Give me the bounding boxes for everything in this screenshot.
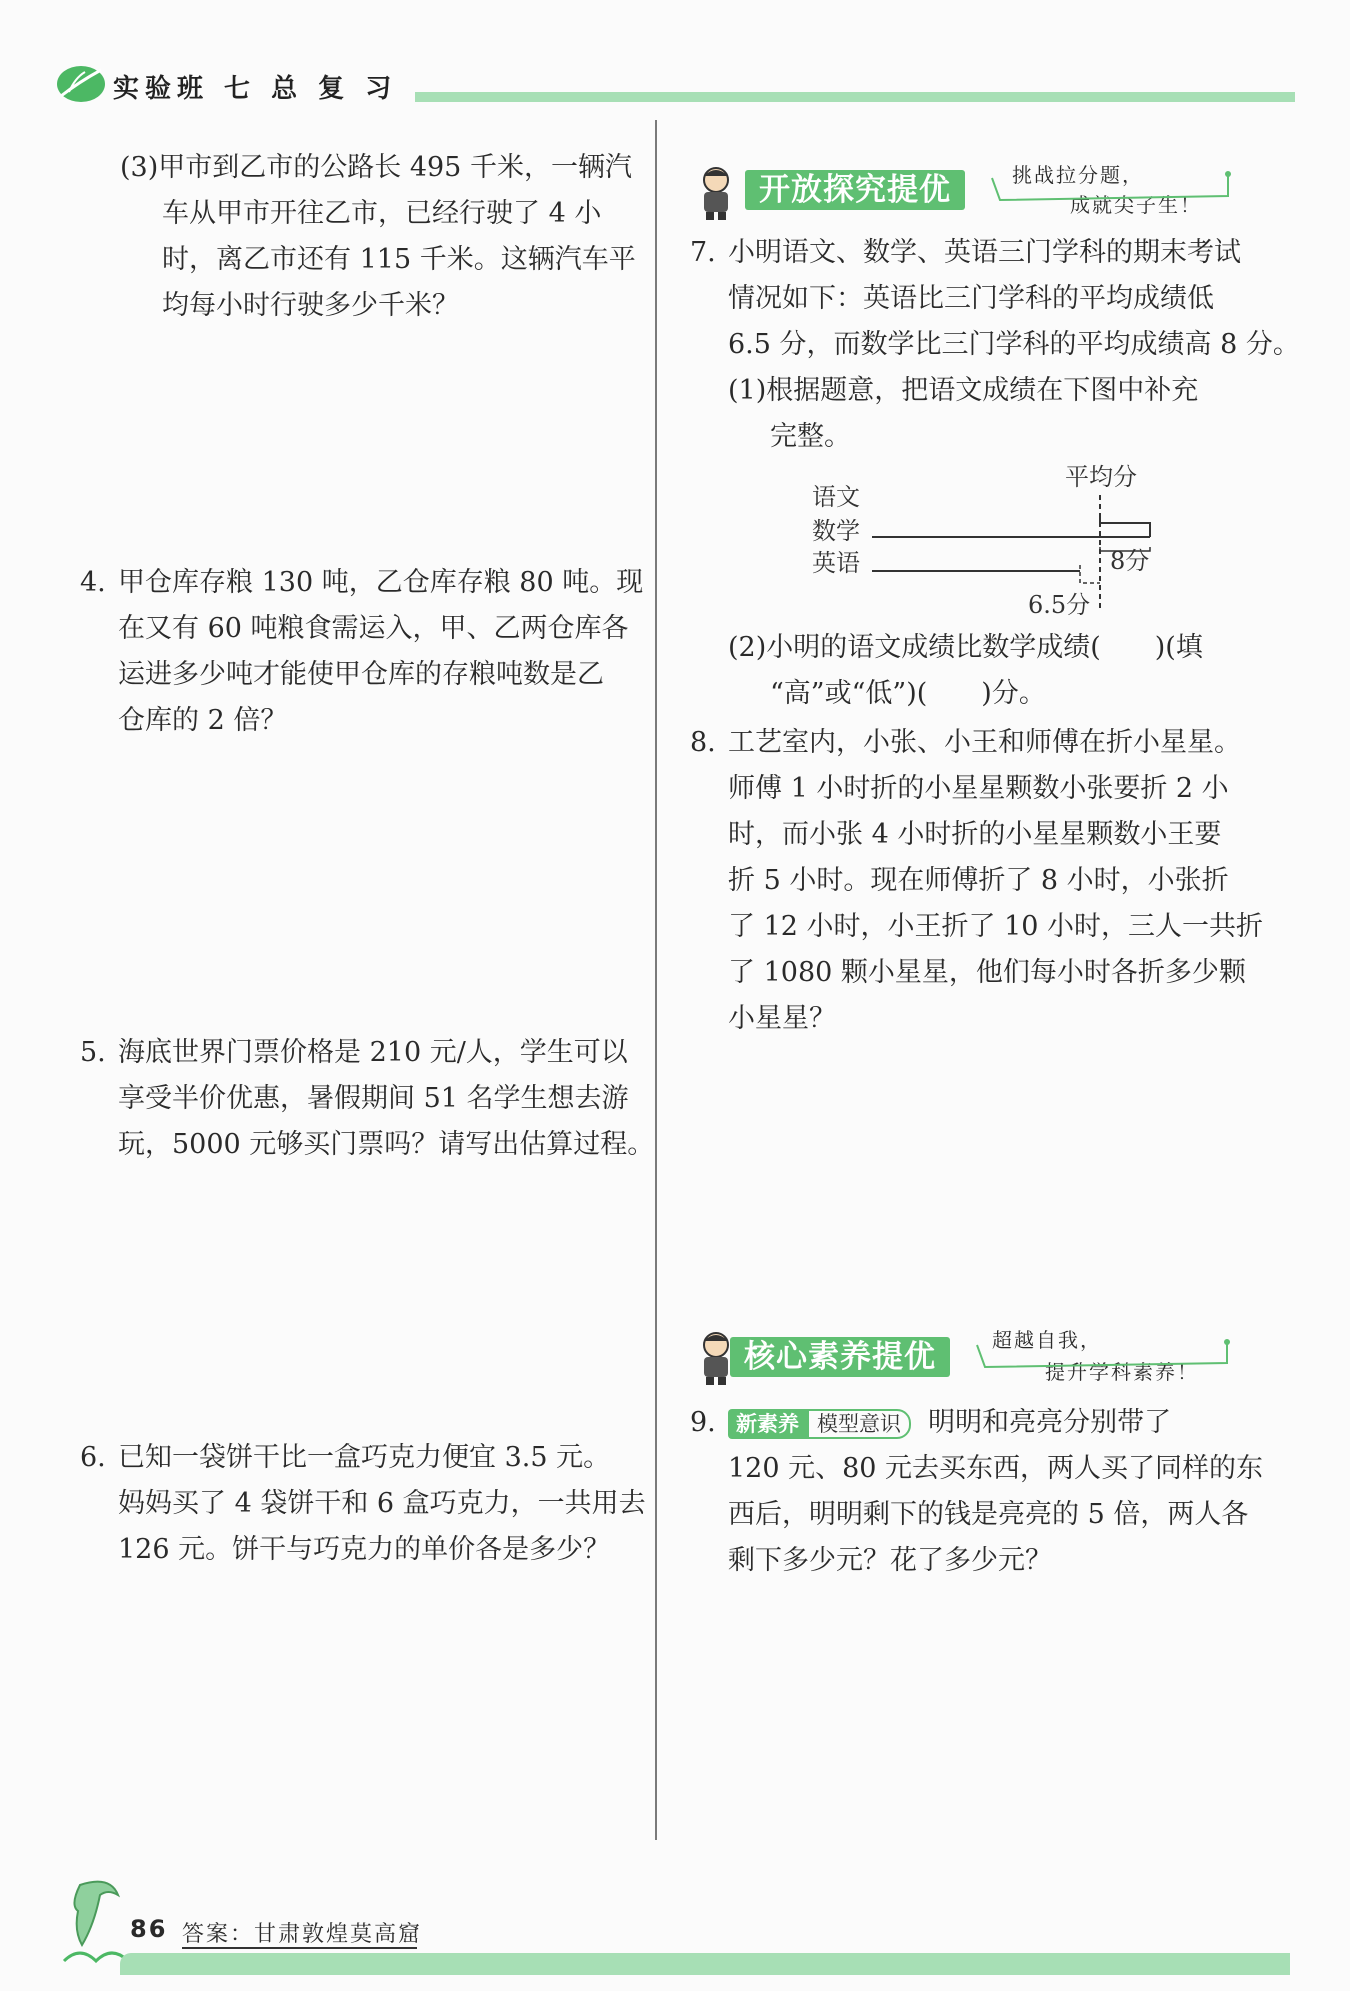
footer bbox=[60, 1875, 1350, 1991]
section-subtitle-1: 挑战拉分题， bbox=[1012, 163, 1144, 187]
section-label: 核心素养提优 bbox=[730, 1337, 950, 1377]
question-9: 9. 新素养 模型意识 明明和亮亮分别带了 120 元、80 元去买东西，两人买了同样的东 西后，明明剩下的钱是亮亮的 5 倍，两人各 剩下多少元？花了多少元？ bbox=[690, 1407, 1264, 1576]
section-subtitle-1: 超越自我， bbox=[992, 1328, 1102, 1352]
section-subtitle-2: 提升学科素养！ bbox=[1045, 1360, 1199, 1384]
english-gap-brace bbox=[1080, 565, 1100, 583]
question-7: 7. 小明语文、数学、英语三门学科的期末考试 情况如下：英语比三门学科的平均成绩低 6.5 分，而数学比三门学科的平均成绩高 8 分。 (1)根据题意，把语文成绩在下图中补充 完整。 bbox=[690, 237, 1300, 452]
diagram-math-diff: 8分 bbox=[1110, 547, 1150, 575]
diagram-english-diff: 6.5分 bbox=[1028, 591, 1091, 619]
diagram-row-math: 数学 bbox=[812, 517, 860, 545]
header bbox=[55, 60, 1295, 110]
answer-footnote: 答案：甘肃敦煌莫高窟 bbox=[182, 1922, 423, 1947]
footer-stripe bbox=[120, 1953, 1290, 1975]
leaf-logo-icon bbox=[55, 62, 107, 106]
diagram-row-english: 英语 bbox=[812, 549, 860, 577]
section-subtitle-2: 成就尖子生！ bbox=[1070, 193, 1202, 217]
banner-underline bbox=[990, 170, 1235, 222]
math-extra-brace bbox=[1100, 517, 1150, 537]
section-label: 开放探究提优 bbox=[745, 170, 965, 210]
question-8: 8. 工艺室内，小张、小王和师傅在折小星星。 师傅 1 小时折的小星星颗数小张要折 2 小 时，而小张 4 小时折的小星星颗数小王要 折 5 小时。现在师傅折了 8 小时，小张折 了 12 小时，小王折了 10 小时，三人一共折 了 1080 颗小星星，他们每小时各折多少颗 小星星？ bbox=[690, 727, 1264, 1034]
page-number: 86 bbox=[130, 1915, 168, 1943]
diagram-avg-label: 平均分 bbox=[1065, 463, 1137, 491]
column-divider bbox=[655, 120, 657, 1840]
header-title: 实验班 七 总 复 习 bbox=[113, 74, 398, 104]
section-banner-core-literacy bbox=[690, 1325, 1250, 1395]
diagram-row-chinese: 语文 bbox=[812, 483, 860, 511]
boy-mascot-icon bbox=[690, 164, 742, 222]
tag-model-awareness: 模型意识 bbox=[807, 1409, 911, 1439]
banner-underline bbox=[975, 1339, 1235, 1389]
question-6: 6. 已知一袋饼干比一盒巧克力便宜 3.5 元。 妈妈买了 4 袋饼干和 6 盒巧克力，一共用去 126 元。饼干与巧克力的单价各是多少？ bbox=[80, 1442, 646, 1565]
score-line-diagram bbox=[800, 455, 1180, 625]
question-4: 4. 甲仓库存粮 130 吨，乙仓库存粮 80 吨。现 在又有 60 吨粮食需运入，甲、乙两仓库各 运进多少吨才能使甲仓库的存粮吨数是乙 仓库的 2 倍？ bbox=[80, 567, 644, 736]
question-7-part2: (2)小明的语文成绩比数学成绩( )(填 “高”或“低”)( )分。 bbox=[728, 632, 1203, 709]
header-stripe bbox=[415, 92, 1295, 102]
section-banner-open-explore bbox=[690, 160, 1250, 230]
tag-new-literacy: 新素养 bbox=[728, 1409, 807, 1439]
question-5: 5. 海底世界门票价格是 210 元/人，学生可以 享受半价优惠，暑假期间 51 名学生想去游 玩，5000 元够买门票吗？请写出估算过程。 bbox=[80, 1037, 655, 1160]
answer-underline bbox=[182, 1947, 417, 1949]
question-3-sub: (3)甲市到乙市的公路长 495 千米，一辆汽 车从甲市开往乙市，已经行驶了 4 小 时，离乙市还有 115 千米。这辆汽车平 均每小时行驶多少千米？ bbox=[120, 152, 636, 321]
